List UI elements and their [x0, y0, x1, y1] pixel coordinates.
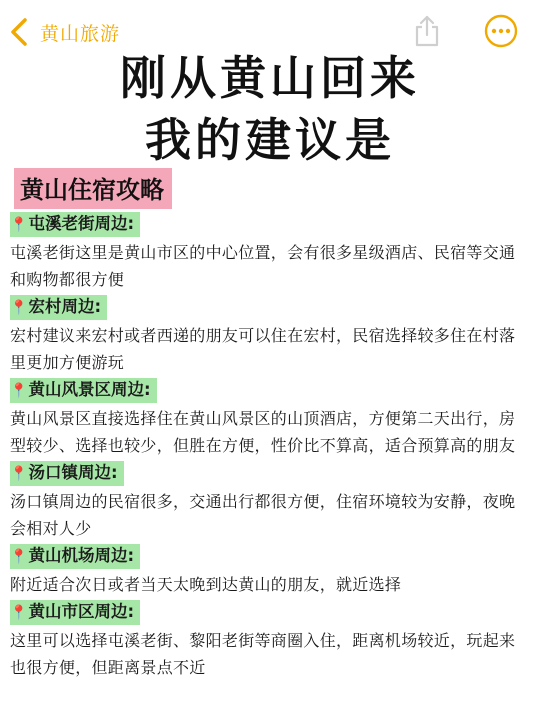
heading-label: 汤口镇周边: [28, 463, 118, 482]
pin-icon: 📍 [10, 466, 28, 482]
section-text: 附近适合次日或者当天太晚到达黄山的朋友，就近选择 [10, 575, 402, 594]
section-heading [10, 544, 140, 569]
section-text: 宏村建议来宏村或者西递的朋友可以住在宏村，民宿选择较多住在村落里更加方便游玩 [10, 326, 516, 372]
page-title-line-1: 刚从黄山回来 [120, 51, 420, 105]
section-heading [10, 600, 140, 625]
pin-icon: 📍 [10, 549, 28, 565]
section-block [10, 210, 530, 293]
section-text: 黄山风景区直接选择住在黄山风景区的山顶酒店，方便第二天出行，房型较少、选择也较少，但胜在方便，性价比不算高，适合预算高的朋友 [10, 409, 516, 455]
section-block [10, 459, 530, 542]
section-heading [10, 378, 157, 403]
section-heading [10, 295, 107, 320]
section-block [10, 542, 530, 598]
heading-label: 黄山机场周边: [28, 546, 135, 565]
section-block [10, 598, 530, 681]
back-label: 黄山旅游 [40, 22, 121, 45]
pin-icon: 📍 [10, 605, 28, 621]
section-heading [10, 212, 140, 237]
heading-label: 屯溪老街周边: [28, 214, 135, 233]
section-heading [10, 461, 124, 486]
page-title-line-2: 我的建议是 [145, 113, 395, 167]
section-text: 这里可以选择屯溪老街、黎阳老街等商圈入住，距离机场较近，玩起来也很方便，但距离景点不近 [10, 631, 516, 677]
pin-icon: 📍 [10, 300, 28, 316]
pin-icon: 📍 [10, 217, 28, 233]
section-block [10, 293, 530, 376]
section-text: 汤口镇周边的民宿很多，交通出行都很方便，住宿环境较为安静，夜晚会相对人少 [10, 492, 516, 538]
heading-label: 黄山市区周边: [28, 602, 135, 621]
section-title: 黄山住宿攻略 [14, 168, 172, 209]
content [10, 210, 530, 681]
section-block [10, 376, 530, 459]
heading-label: 宏村周边: [28, 297, 102, 316]
pin-icon: 📍 [10, 383, 28, 399]
heading-label: 黄山风景区周边: [28, 380, 151, 399]
section-text: 屯溪老街这里是黄山市区的中心位置，会有很多星级酒店、民宿等交通和购物都很方便 [10, 243, 516, 289]
